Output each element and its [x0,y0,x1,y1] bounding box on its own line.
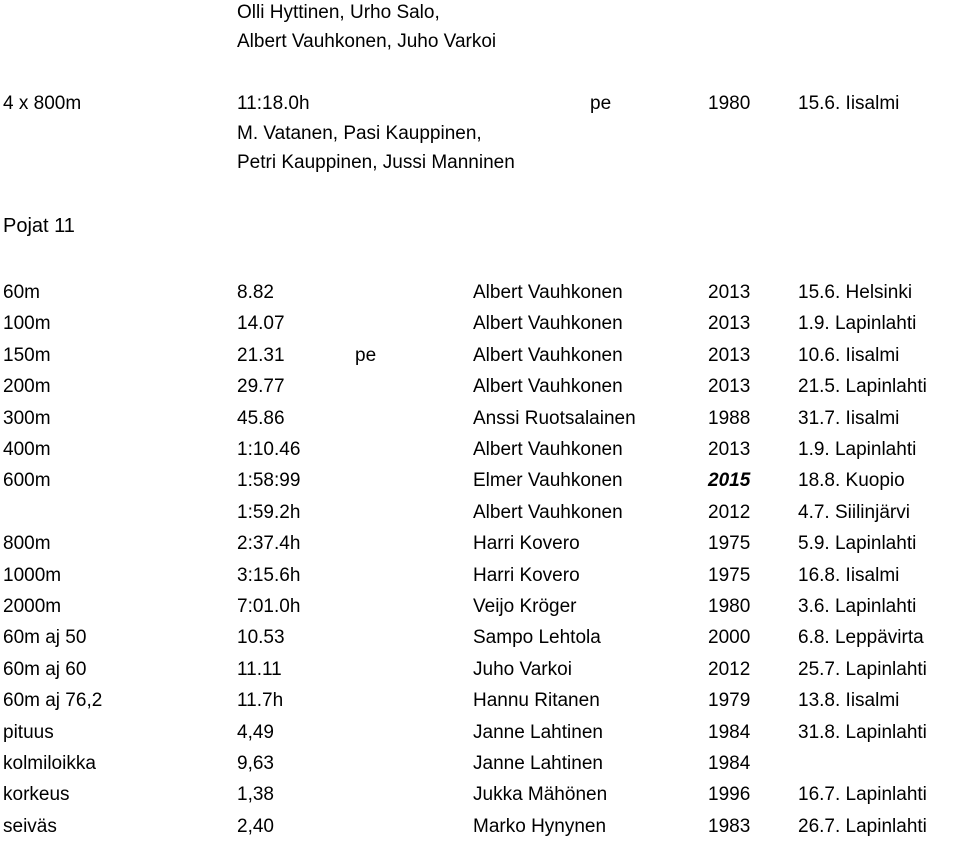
record-event: 60m aj 60 [3,659,87,680]
record-athlete: Albert Vauhkonen [473,502,623,523]
record-event: pituus [3,722,54,743]
record-year: 2012 [708,659,751,680]
record-note: pe [355,345,377,366]
record-date-place: 6.8. Leppävirta [798,627,924,648]
record-athlete: Hannu Ritanen [473,690,600,711]
record-year: 1984 [708,722,751,743]
section-title: Pojat 11 [3,215,75,237]
record-result: 1:10.46 [237,439,301,460]
record-athlete: Albert Vauhkonen [473,313,623,334]
record-date-place: 4.7. Siilinjärvi [798,502,910,523]
record-event: 200m [3,376,51,397]
record-result: 1,38 [237,784,274,805]
intro-name-line-1: Olli Hyttinen, Urho Salo, [237,2,440,23]
record-result: 14.07 [237,313,285,334]
record-result: 8.82 [237,282,274,303]
relay-date-place: 15.6. Iisalmi [798,93,900,114]
record-year: 1979 [708,690,751,711]
record-date-place: 16.7. Lapinlahti [798,784,927,805]
record-result: 1:59.2h [237,502,301,523]
record-athlete: Marko Hynynen [473,816,607,837]
record-date-place: 3.6. Lapinlahti [798,596,917,617]
record-year: 1996 [708,784,751,805]
relay-note: pe [590,93,612,114]
record-result: 21.31 [237,345,285,366]
record-result: 45.86 [237,408,285,429]
record-result: 11.11 [237,659,282,680]
record-result: 7:01.0h [237,596,301,617]
record-date-place: 21.5. Lapinlahti [798,376,927,397]
record-result: 2:37.4h [237,533,301,554]
record-date-place: 1.9. Lapinlahti [798,313,917,334]
record-athlete: Janne Lahtinen [473,753,603,774]
relay-names-line-1: M. Vatanen, Pasi Kauppinen, [237,123,482,144]
record-athlete: Elmer Vauhkonen [473,470,623,491]
intro-name-line-2: Albert Vauhkonen, Juho Varkoi [237,31,497,52]
record-event: 150m [3,345,51,366]
relay-event: 4 x 800m [3,93,82,114]
record-date-place: 13.8. Iisalmi [798,690,900,711]
record-event: 60m aj 50 [3,627,87,648]
record-year: 1984 [708,753,751,774]
record-year: 2013 [708,376,751,397]
record-event: 2000m [3,596,62,617]
record-year: 2015 [708,470,751,491]
record-result: 11.7h [237,690,284,711]
record-year: 2013 [708,313,751,334]
record-result: 29.77 [237,376,285,397]
record-event: 60m aj 76,2 [3,690,103,711]
record-event: 800m [3,533,51,554]
record-athlete: Albert Vauhkonen [473,376,623,397]
record-event: 600m [3,470,51,491]
record-year: 1988 [708,408,751,429]
record-event: 100m [3,313,51,334]
record-date-place: 5.9. Lapinlahti [798,533,917,554]
record-date-place: 18.8. Kuopio [798,470,905,491]
record-result: 9,63 [237,753,274,774]
record-year: 2000 [708,627,751,648]
record-athlete: Jukka Mähönen [473,784,608,805]
record-athlete: Harri Kovero [473,565,580,586]
record-event: 300m [3,408,51,429]
record-event: seiväs [3,816,57,837]
relay-result: 11:18.0h [237,93,310,114]
record-date-place: 15.6. Helsinki [798,282,913,303]
record-date-place: 31.7. Iisalmi [798,408,900,429]
record-date-place: 25.7. Lapinlahti [798,659,927,680]
record-result: 10.53 [237,627,285,648]
record-year: 1980 [708,596,751,617]
record-athlete: Veijo Kröger [473,596,577,617]
record-year: 2012 [708,502,751,523]
record-event: 60m [3,282,40,303]
record-result: 1:58:99 [237,470,301,491]
record-athlete: Albert Vauhkonen [473,282,623,303]
record-event: kolmiloikka [3,753,96,774]
record-date-place: 10.6. Iisalmi [798,345,900,366]
record-year: 2013 [708,439,751,460]
record-event: 1000m [3,565,62,586]
record-year: 2013 [708,282,751,303]
record-date-place: 1.9. Lapinlahti [798,439,917,460]
record-result: 2,40 [237,816,274,837]
record-date-place: 16.8. Iisalmi [798,565,900,586]
record-year: 2013 [708,345,751,366]
record-event: 400m [3,439,51,460]
record-year: 1975 [708,565,751,586]
record-athlete: Sampo Lehtola [473,627,601,648]
record-athlete: Albert Vauhkonen [473,345,623,366]
record-year: 1975 [708,533,751,554]
record-result: 3:15.6h [237,565,301,586]
record-date-place: 26.7. Lapinlahti [798,816,927,837]
record-event: korkeus [3,784,70,805]
relay-year: 1980 [708,93,751,114]
record-athlete: Anssi Ruotsalainen [473,408,636,429]
record-athlete: Juho Varkoi [473,659,572,680]
record-date-place: 31.8. Lapinlahti [798,722,927,743]
record-year: 1983 [708,816,751,837]
record-athlete: Albert Vauhkonen [473,439,623,460]
record-athlete: Harri Kovero [473,533,580,554]
record-athlete: Janne Lahtinen [473,722,603,743]
record-result: 4,49 [237,722,274,743]
relay-names-line-2: Petri Kauppinen, Jussi Manninen [237,152,515,173]
